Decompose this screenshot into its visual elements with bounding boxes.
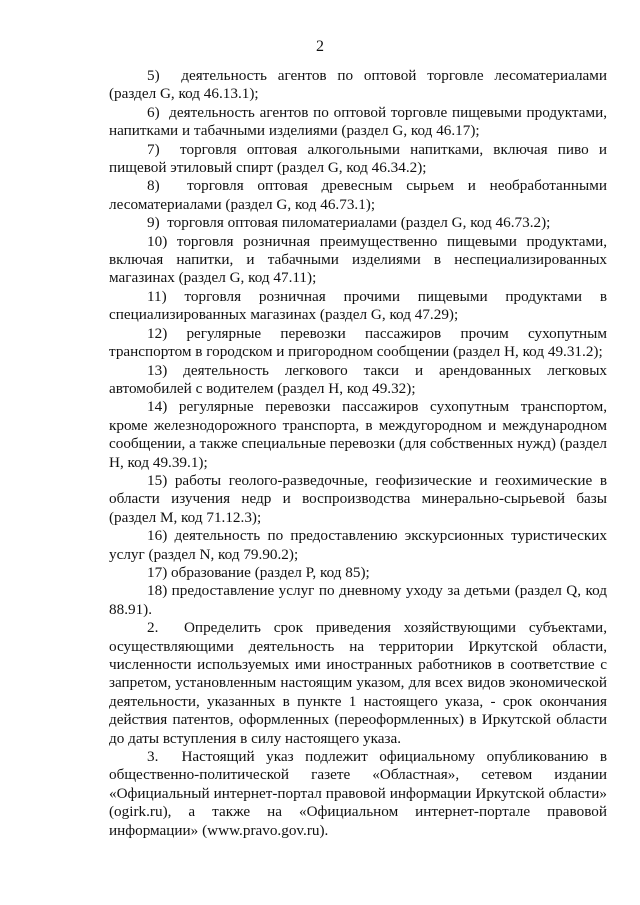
list-item-11: 11) торговля розничная прочими пищевыми продуктами в специализированных магазинах (раздел G, код 47.29); — [109, 287, 607, 324]
document-body — [109, 67, 607, 840]
list-item-16: 16) деятельность по предоставлению экскурсионных туристических услуг (раздел N, код 79.90.2); — [109, 527, 607, 563]
clause-3: 3. Настоящий указ подлежит официальному опубликованию в общественно-политической газете «Областная», сетевом издании «Официальный интернет-портал правовой информации Иркутской области» (ogirk.ru), а также на «Официальном интернет-портале правовой информации» (www.pravo.gov.ru). — [109, 748, 607, 839]
list-item-13: 13) деятельность легкового такси и арендованных легковых автомобилей с водителем (раздел H, код 49.32); — [109, 361, 607, 397]
list-item-10: 10) торговля розничная преимущественно пищевыми продуктами, включая напитки, и табачными изделиями в неспециализированных магазинах (раздел G, код 47.11); — [109, 232, 607, 287]
list-item-18: 18) предоставление услуг по дневному уходу за детьми (раздел Q, код 88.91). — [109, 582, 607, 618]
list-item-12: 12) регулярные перевозки пассажиров прочим сухопутным транспортом в городском и пригородном сообщении (раздел H, код 49.31.2); — [109, 324, 607, 361]
list-item-9: 9) торговля оптовая пиломатериалами (раздел G, код 46.73.2); — [147, 214, 551, 232]
clause-2: 2. Определить срок приведения хозяйствующими субъектами, осуществляющими деятельность на территории Иркутской области, численности используемых ими иностранных работников в соответствие с запретом, установленным настоящим указом, для всех видов экономической деятельности, указанных в пункте 1 настоящего указа, - срок окончания действия патентов, оформленных (переоформленных) в Иркутской области до даты вступления в силу настоящего указа. — [109, 619, 607, 747]
list-item-15: 15) работы геолого-разведочные, геофизические и геохимические в области изучения недр и воспроизводства минерально-сырьевой базы (раздел M, код 71.12.3); — [109, 471, 607, 526]
list-item-5: 5) деятельность агентов по оптовой торговле лесоматериалами (раздел G, код 46.13.1); — [109, 67, 607, 103]
list-item-7: 7) торговля оптовая алкогольными напитками, включая пиво и пищевой этиловый спирт (раздел G, код 46.34.2); — [109, 140, 607, 177]
page-number: 2 — [316, 38, 324, 55]
list-item-6: 6) деятельность агентов по оптовой торговле пищевыми продуктами, напитками и табачными изделиями (раздел G, код 46.17); — [109, 103, 607, 140]
list-item-8: 8) торговля оптовая древесным сырьем и необработанными лесоматериалами (раздел G, код 46.73.1); — [109, 177, 607, 213]
list-item-17: 17) образование (раздел P, код 85); — [147, 563, 370, 581]
list-item-14: 14) регулярные перевозки пассажиров сухопутным транспортом, кроме железнодорожного транспорта, в междугородном и международном сообщении, а также специальные перевозки (для собственных нужд) (раздел H, код 49.39.1); — [109, 398, 607, 471]
